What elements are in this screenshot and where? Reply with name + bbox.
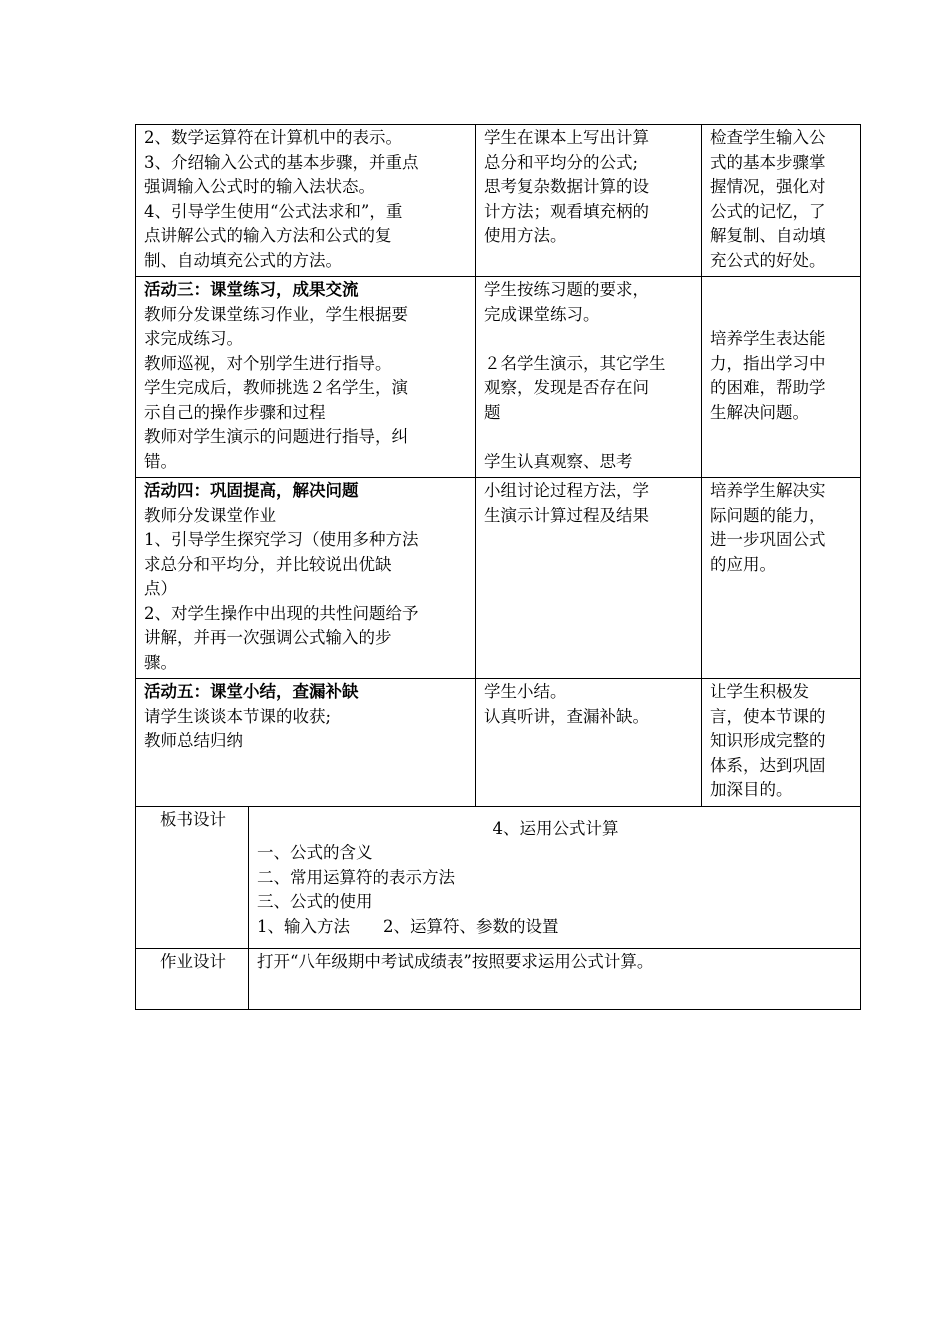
activity-two-row (136, 125, 861, 277)
text-line: 制、自动填充公式的方法。 (144, 250, 342, 270)
design-intent-cell (702, 679, 861, 807)
text-line: 错。 (144, 451, 177, 471)
text-line: 学生完成后，教师挑选２名学生，演 (144, 378, 408, 397)
design-intent-cell (702, 277, 861, 478)
text-line: 求总分和平均分，并比较说出优缺 (144, 554, 392, 574)
text-line: 二、常用运算符的表示方法 (257, 867, 455, 887)
text-line: 际问题的能力， (710, 505, 826, 525)
text-line: 求完成练习。 (144, 329, 243, 348)
text-line: 学生小结。 (484, 682, 567, 701)
text-line: 充公式的好处。 (710, 250, 826, 270)
text-line: 2、数学运算符在计算机中的表示。 (144, 128, 402, 147)
text-line: 使用方法。 (484, 226, 567, 245)
text-line: 教师总结归纳 (144, 731, 243, 750)
teacher-activity-cell (136, 679, 476, 807)
text-line: 学生按练习题的要求， (484, 280, 649, 299)
activity-title: 活动三：课堂练习，成果交流 (144, 280, 359, 299)
text-line: 认真听讲，查漏补缺。 (484, 706, 649, 726)
text-line: 生演示计算过程及结果 (484, 505, 649, 525)
text-line: 4、引导学生使用“公式法求和”，重 (144, 201, 403, 221)
homework-text: 打开“八年级期中考试成绩表”按照要求运用公式计算。 (257, 951, 654, 971)
text-line: 三、公式的使用 (257, 892, 373, 911)
text-line: 1、引导学生探究学习（使用多种方法 (144, 530, 419, 549)
text-line: 教师对学生演示的问题进行指导，纠 (144, 427, 408, 446)
text-line: 的应用。 (710, 554, 776, 574)
homework-design-cell (249, 948, 861, 1009)
text-line: 1、输入方法 2、运算符、参数的设置 (257, 916, 559, 936)
activity-three-row (136, 277, 861, 478)
text-line: 学生在课本上写出计算 (484, 128, 649, 147)
text-line: 公式的记忆，了 (710, 201, 826, 221)
text-line: 示自己的操作步骤和过程 (144, 402, 326, 422)
text-line: 培养学生解决实 (710, 481, 826, 500)
text-line: 的困难，帮助学 (710, 378, 826, 397)
text-line: 骤。 (144, 652, 177, 672)
student-activity-cell (476, 125, 702, 277)
board-design-row (136, 806, 861, 948)
design-intent-cell (702, 478, 861, 679)
teacher-activity-cell (136, 125, 476, 277)
board-design-cell (249, 806, 861, 948)
design-intent-cell (702, 125, 861, 277)
student-activity-cell (476, 277, 702, 478)
text-line: 题 (484, 402, 501, 422)
teacher-activity-cell (136, 277, 476, 478)
text-line: 知识形成完整的 (710, 731, 826, 750)
text-line: 教师分发课堂作业 (144, 505, 276, 525)
homework-design-row (136, 948, 861, 1009)
text-line: 体系，达到巩固 (710, 755, 826, 775)
text-line: 点） (144, 579, 177, 598)
text-line: 思考复杂数据计算的设 (484, 177, 649, 196)
activity-title: 活动五：课堂小结，查漏补缺 (144, 682, 359, 701)
board-design-label: 板书设计 (136, 806, 249, 948)
lesson-plan-table (135, 124, 861, 1010)
text-line: 小组讨论过程方法，学 (484, 481, 649, 500)
text-line: 检查学生输入公 (710, 128, 826, 147)
text-line: 教师分发课堂练习作业，学生根据要 (144, 304, 408, 324)
text-line: 点讲解公式的输入方法和公式的复 (144, 226, 392, 245)
text-line: 学生认真观察、思考 (484, 451, 633, 471)
text-line: 教师巡视，对个别学生进行指导。 (144, 353, 392, 373)
text-line: 加深目的。 (710, 780, 793, 799)
blank-line (484, 425, 695, 450)
text-line: 3、介绍输入公式的基本步骤，并重点 (144, 152, 419, 172)
activity-title: 活动四：巩固提高，解决问题 (144, 481, 359, 500)
text-line: 让学生积极发 (710, 682, 809, 701)
text-line: 生解决问题。 (710, 402, 809, 422)
text-line: 计方法；观看填充柄的 (484, 201, 649, 221)
text-line: 2、对学生操作中出现的共性问题给予 (144, 603, 419, 623)
text-line: 式的基本步骤掌 (710, 152, 826, 172)
activity-four-row (136, 478, 861, 679)
text-line: 培养学生表达能 (710, 329, 826, 348)
text-line: 完成课堂练习。 (484, 304, 600, 324)
student-activity-cell (476, 478, 702, 679)
board-title: 4、运用公式计算 (492, 818, 619, 838)
text-line: 解复制、自动填 (710, 226, 826, 245)
homework-design-label: 作业设计 (136, 948, 249, 1009)
student-activity-cell (476, 679, 702, 807)
text-line: 进一步巩固公式 (710, 530, 826, 549)
text-line: 观察，发现是否存在问 (484, 378, 649, 397)
text-line: 强调输入公式时的输入法状态。 (144, 177, 375, 196)
teacher-activity-cell (136, 478, 476, 679)
blank-line (484, 327, 695, 352)
activity-five-row (136, 679, 861, 807)
text-line: 请学生谈谈本节课的收获; (144, 706, 332, 726)
text-line: 一、公式的含义 (257, 843, 373, 862)
text-line: 总分和平均分的公式; (484, 152, 639, 172)
text-line: 讲解，并再一次强调公式输入的步 (144, 628, 392, 647)
text-line: 力，指出学习中 (710, 353, 826, 373)
text-line: 握情况，强化对 (710, 177, 826, 196)
text-line: 言，使本节课的 (710, 706, 826, 726)
text-line: ２名学生演示，其它学生 (484, 353, 666, 373)
